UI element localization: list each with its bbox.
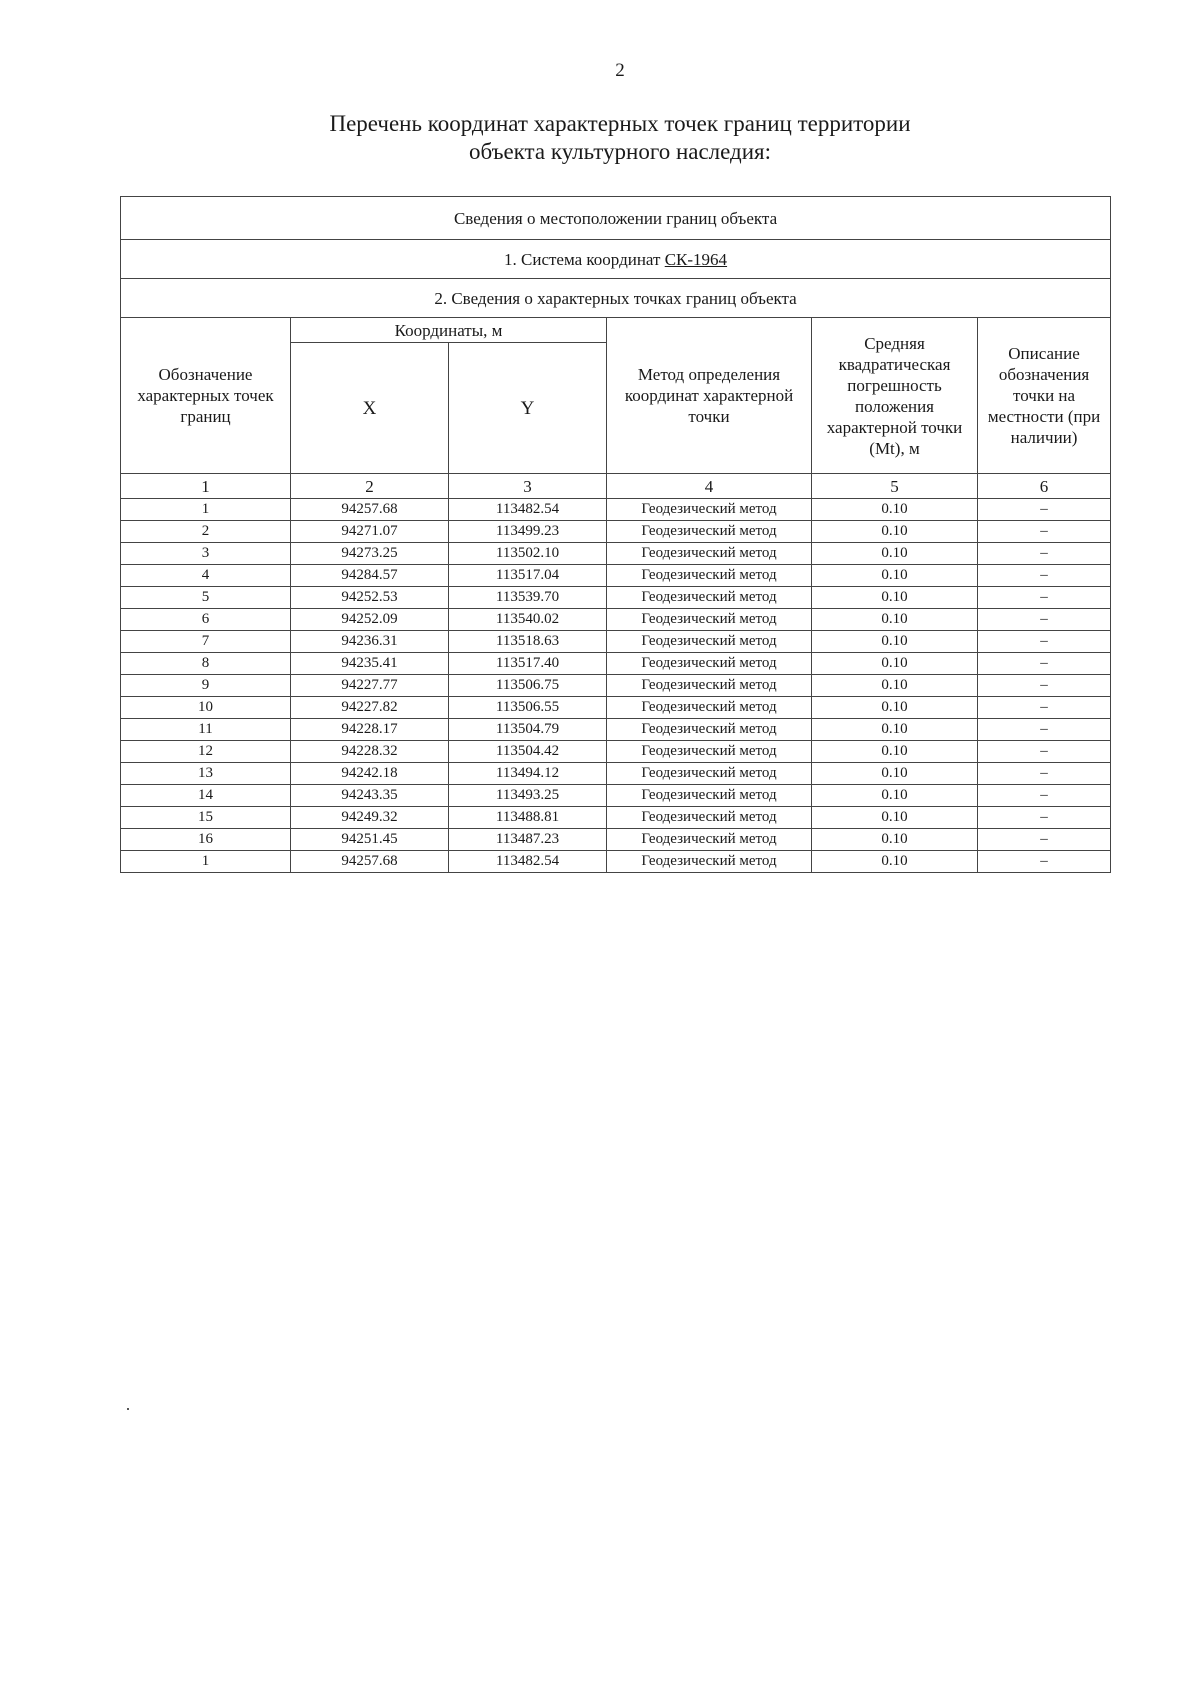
cell-y: 113494.12 bbox=[449, 763, 607, 785]
cell-y: 113506.55 bbox=[449, 697, 607, 719]
cell-point: 7 bbox=[121, 631, 291, 653]
table-row bbox=[121, 609, 1111, 631]
cell-error: 0.10 bbox=[812, 675, 978, 697]
cell-y: 113518.63 bbox=[449, 631, 607, 653]
header-method: Метод определения координат характерной точки bbox=[607, 318, 812, 474]
cell-point: 14 bbox=[121, 785, 291, 807]
cell-x: 94228.32 bbox=[291, 741, 449, 763]
cell-point: 11 bbox=[121, 719, 291, 741]
cell-x: 94242.18 bbox=[291, 763, 449, 785]
column-number: 3 bbox=[449, 474, 607, 499]
cell-point: 16 bbox=[121, 829, 291, 851]
cell-description: – bbox=[978, 521, 1111, 543]
column-number: 5 bbox=[812, 474, 978, 499]
column-number-row bbox=[121, 474, 1111, 499]
coordinates-table bbox=[120, 196, 1111, 873]
cell-point: 8 bbox=[121, 653, 291, 675]
cell-error: 0.10 bbox=[812, 719, 978, 741]
cell-method: Геодезический метод bbox=[607, 521, 812, 543]
table-row bbox=[121, 499, 1111, 521]
cell-description: – bbox=[978, 609, 1111, 631]
coordinate-system-row bbox=[121, 240, 1111, 279]
header-y: Y bbox=[449, 343, 607, 474]
cell-description: – bbox=[978, 807, 1111, 829]
cell-x: 94235.41 bbox=[291, 653, 449, 675]
cell-y: 113540.02 bbox=[449, 609, 607, 631]
cell-y: 113488.81 bbox=[449, 807, 607, 829]
cell-x: 94227.82 bbox=[291, 697, 449, 719]
cell-method: Геодезический метод bbox=[607, 631, 812, 653]
cell-error: 0.10 bbox=[812, 631, 978, 653]
scan-speck bbox=[127, 1408, 129, 1410]
document-title-line-2: объекта культурного наследия: bbox=[468, 139, 772, 164]
table-body bbox=[121, 499, 1111, 873]
cell-method: Геодезический метод bbox=[607, 851, 812, 873]
section-title: Сведения о местоположении границ объекта bbox=[121, 197, 1111, 240]
cell-method: Геодезический метод bbox=[607, 741, 812, 763]
cell-point: 6 bbox=[121, 609, 291, 631]
cell-x: 94257.68 bbox=[291, 851, 449, 873]
cell-description: – bbox=[978, 675, 1111, 697]
cell-x: 94243.35 bbox=[291, 785, 449, 807]
cell-method: Геодезический метод bbox=[607, 653, 812, 675]
column-number: 2 bbox=[291, 474, 449, 499]
cell-point: 10 bbox=[121, 697, 291, 719]
cell-error: 0.10 bbox=[812, 653, 978, 675]
cell-description: – bbox=[978, 763, 1111, 785]
coordinate-system-value: СК-1964 bbox=[664, 249, 728, 269]
cell-x: 94251.45 bbox=[291, 829, 449, 851]
table-row bbox=[121, 631, 1111, 653]
table-row bbox=[121, 653, 1111, 675]
cell-description: – bbox=[978, 697, 1111, 719]
cell-x: 94284.57 bbox=[291, 565, 449, 587]
coordinate-system-label: 1. Система координат bbox=[504, 249, 665, 269]
cell-x: 94271.07 bbox=[291, 521, 449, 543]
cell-description: – bbox=[978, 741, 1111, 763]
column-number: 1 bbox=[121, 474, 291, 499]
cell-x: 94227.77 bbox=[291, 675, 449, 697]
header-error: Средняя квадратическая погрешность положения характерной точки (Mt), м bbox=[812, 318, 978, 474]
cell-error: 0.10 bbox=[812, 741, 978, 763]
cell-point: 12 bbox=[121, 741, 291, 763]
cell-point: 5 bbox=[121, 587, 291, 609]
cell-y: 113504.42 bbox=[449, 741, 607, 763]
cell-error: 0.10 bbox=[812, 521, 978, 543]
cell-method: Геодезический метод bbox=[607, 829, 812, 851]
cell-y: 113493.25 bbox=[449, 785, 607, 807]
cell-x: 94228.17 bbox=[291, 719, 449, 741]
cell-description: – bbox=[978, 565, 1111, 587]
cell-y: 113487.23 bbox=[449, 829, 607, 851]
table-row bbox=[121, 829, 1111, 851]
table-row bbox=[121, 587, 1111, 609]
cell-error: 0.10 bbox=[812, 807, 978, 829]
cell-method: Геодезический метод bbox=[607, 807, 812, 829]
cell-method: Геодезический метод bbox=[607, 565, 812, 587]
cell-point: 15 bbox=[121, 807, 291, 829]
table-row bbox=[121, 719, 1111, 741]
cell-x: 94249.32 bbox=[291, 807, 449, 829]
table-row bbox=[121, 697, 1111, 719]
cell-point: 3 bbox=[121, 543, 291, 565]
cell-method: Геодезический метод bbox=[607, 763, 812, 785]
cell-y: 113506.75 bbox=[449, 675, 607, 697]
cell-description: – bbox=[978, 631, 1111, 653]
cell-method: Геодезический метод bbox=[607, 587, 812, 609]
cell-error: 0.10 bbox=[812, 763, 978, 785]
cell-y: 113504.79 bbox=[449, 719, 607, 741]
header-description: Описание обозначения точки на местности (при наличии) bbox=[978, 318, 1111, 474]
cell-y: 113502.10 bbox=[449, 543, 607, 565]
cell-y: 113539.70 bbox=[449, 587, 607, 609]
cell-method: Геодезический метод bbox=[607, 499, 812, 521]
column-number: 6 bbox=[978, 474, 1111, 499]
cell-method: Геодезический метод bbox=[607, 785, 812, 807]
cell-description: – bbox=[978, 851, 1111, 873]
cell-description: – bbox=[978, 587, 1111, 609]
cell-method: Геодезический метод bbox=[607, 543, 812, 565]
cell-method: Геодезический метод bbox=[607, 719, 812, 741]
cell-error: 0.10 bbox=[812, 499, 978, 521]
page-number: 2 bbox=[615, 60, 625, 81]
table-row bbox=[121, 763, 1111, 785]
cell-error: 0.10 bbox=[812, 851, 978, 873]
cell-point: 9 bbox=[121, 675, 291, 697]
cell-x: 94236.31 bbox=[291, 631, 449, 653]
cell-point: 1 bbox=[121, 499, 291, 521]
cell-y: 113499.23 bbox=[449, 521, 607, 543]
table-row bbox=[121, 807, 1111, 829]
table-row bbox=[121, 851, 1111, 873]
cell-x: 94252.09 bbox=[291, 609, 449, 631]
table-row bbox=[121, 785, 1111, 807]
table-row bbox=[121, 521, 1111, 543]
cell-method: Геодезический метод bbox=[607, 609, 812, 631]
table-row bbox=[121, 543, 1111, 565]
cell-description: – bbox=[978, 653, 1111, 675]
cell-description: – bbox=[978, 499, 1111, 521]
cell-description: – bbox=[978, 543, 1111, 565]
column-number: 4 bbox=[607, 474, 812, 499]
cell-method: Геодезический метод bbox=[607, 697, 812, 719]
cell-x: 94273.25 bbox=[291, 543, 449, 565]
cell-y: 113482.54 bbox=[449, 499, 607, 521]
cell-error: 0.10 bbox=[812, 587, 978, 609]
cell-error: 0.10 bbox=[812, 609, 978, 631]
header-x: X bbox=[291, 343, 449, 474]
cell-point: 13 bbox=[121, 763, 291, 785]
document-title bbox=[0, 110, 1200, 166]
cell-error: 0.10 bbox=[812, 697, 978, 719]
table-row bbox=[121, 741, 1111, 763]
cell-point: 1 bbox=[121, 851, 291, 873]
table-row bbox=[121, 675, 1111, 697]
table-row bbox=[121, 565, 1111, 587]
cell-error: 0.10 bbox=[812, 829, 978, 851]
cell-method: Геодезический метод bbox=[607, 675, 812, 697]
header-designation: Обозначение характерных точек границ bbox=[121, 318, 291, 474]
cell-description: – bbox=[978, 719, 1111, 741]
document-title-line-1: Перечень координат характерных точек границ территории bbox=[329, 111, 911, 136]
cell-description: – bbox=[978, 785, 1111, 807]
cell-y: 113517.04 bbox=[449, 565, 607, 587]
cell-error: 0.10 bbox=[812, 565, 978, 587]
cell-y: 113517.40 bbox=[449, 653, 607, 675]
cell-error: 0.10 bbox=[812, 785, 978, 807]
points-info-label: 2. Сведения о характерных точках границ объекта bbox=[121, 279, 1111, 318]
cell-x: 94257.68 bbox=[291, 499, 449, 521]
cell-point: 4 bbox=[121, 565, 291, 587]
cell-y: 113482.54 bbox=[449, 851, 607, 873]
cell-point: 2 bbox=[121, 521, 291, 543]
cell-description: – bbox=[978, 829, 1111, 851]
cell-x: 94252.53 bbox=[291, 587, 449, 609]
header-coordinates: Координаты, м bbox=[291, 318, 607, 343]
cell-error: 0.10 bbox=[812, 543, 978, 565]
